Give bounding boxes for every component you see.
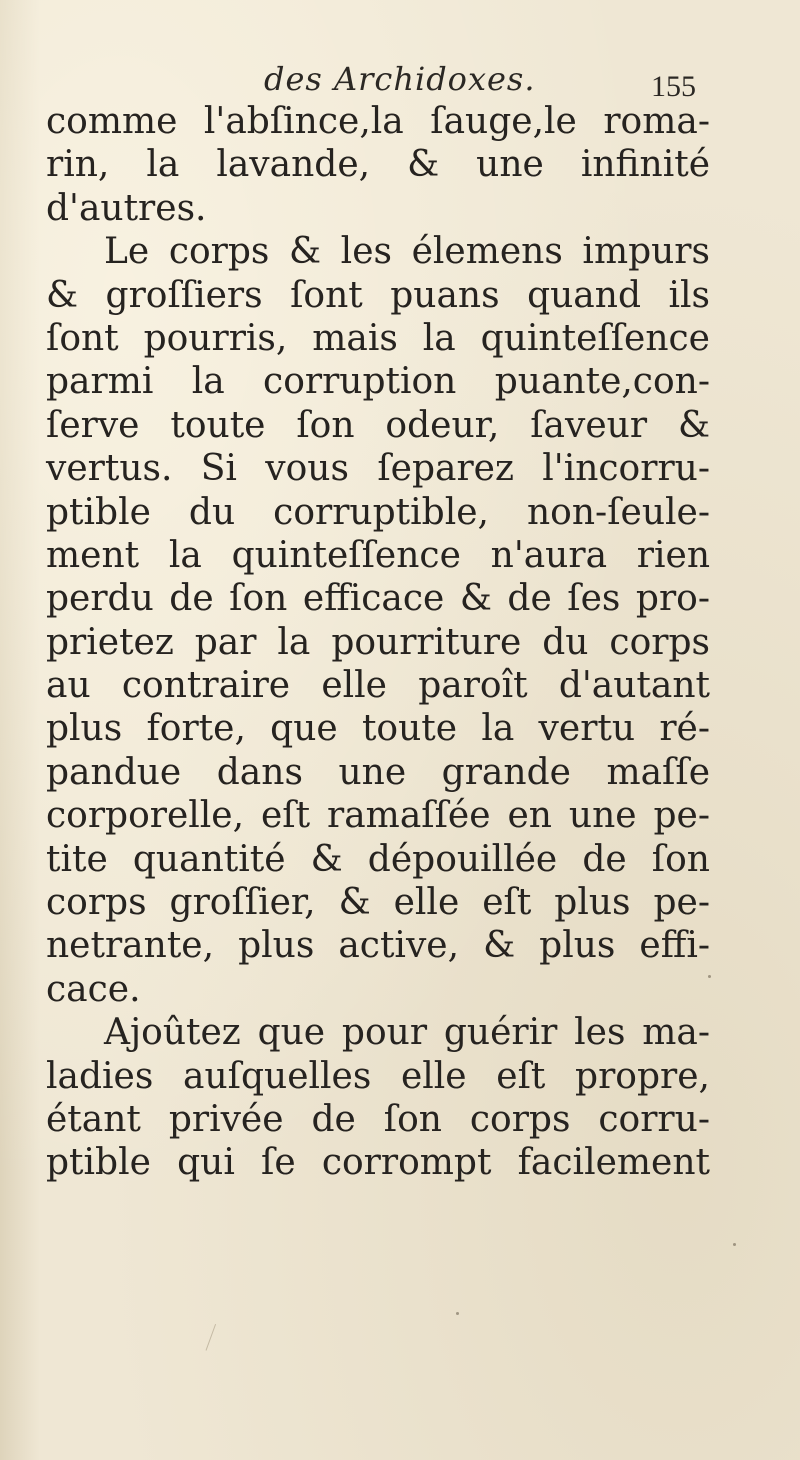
text-line: perdu de ſon efficace & de ſes pro- [46, 578, 710, 620]
text-line: comme l'abſince,la ſauge,le roma- [46, 101, 710, 142]
text-line: rin, la lavande, & une infinité [46, 144, 710, 186]
page-number: 155 [651, 70, 696, 103]
text-line: & groſſiers ſont puans quand ils [46, 274, 710, 316]
text-line: netrante, plus active, & plus effi- [46, 925, 710, 967]
text-line: cace. [46, 968, 141, 1010]
text-line: Le corps & les élemens impurs [104, 231, 710, 273]
text-line: étant privée de ſon corps corru- [46, 1098, 710, 1140]
text-line: ſerve toute ſon odeur, ſaveur & [46, 404, 710, 446]
text-line: au contraire elle paroît d'autant [46, 665, 710, 707]
paper-mark [206, 1324, 226, 1354]
text-line: ſont pourris, mais la quinteſſence [46, 317, 710, 359]
body-text [46, 100, 710, 1185]
paper-speck [733, 1243, 736, 1246]
text-line: parmi la corruption puante,con- [46, 361, 710, 403]
paper-speck [456, 1312, 459, 1315]
text-line: ment la quinteſſence n'aura rien [46, 534, 710, 576]
text-line: Ajoûtez que pour guérir les ma- [104, 1012, 710, 1054]
text-line: plus forte, que toute la vertu ré- [46, 708, 710, 750]
text-line: vertus. Si vous ſeparez l'incorru- [46, 448, 710, 490]
text-line: d'autres. [46, 187, 207, 229]
paper-speck [708, 975, 711, 978]
text-line: ladies auſquelles elle eſt propre, [46, 1055, 710, 1097]
text-line: corporelle, eſt ramaſſée en une pe- [46, 795, 710, 837]
text-line: corps groſſier, & elle eſt plus pe- [46, 882, 710, 924]
text-line: ptible du corruptible, non-ſeule- [46, 491, 710, 533]
text-line: pandue dans une grande maſſe [46, 751, 710, 793]
running-head: des Archidoxes. [264, 60, 536, 98]
text-line: prietez par la pourriture du corps [46, 621, 710, 663]
text-line: tite quantité & dépouillée de ſon [46, 838, 710, 880]
text-line: ptible qui ſe corrompt facilement [46, 1142, 710, 1184]
